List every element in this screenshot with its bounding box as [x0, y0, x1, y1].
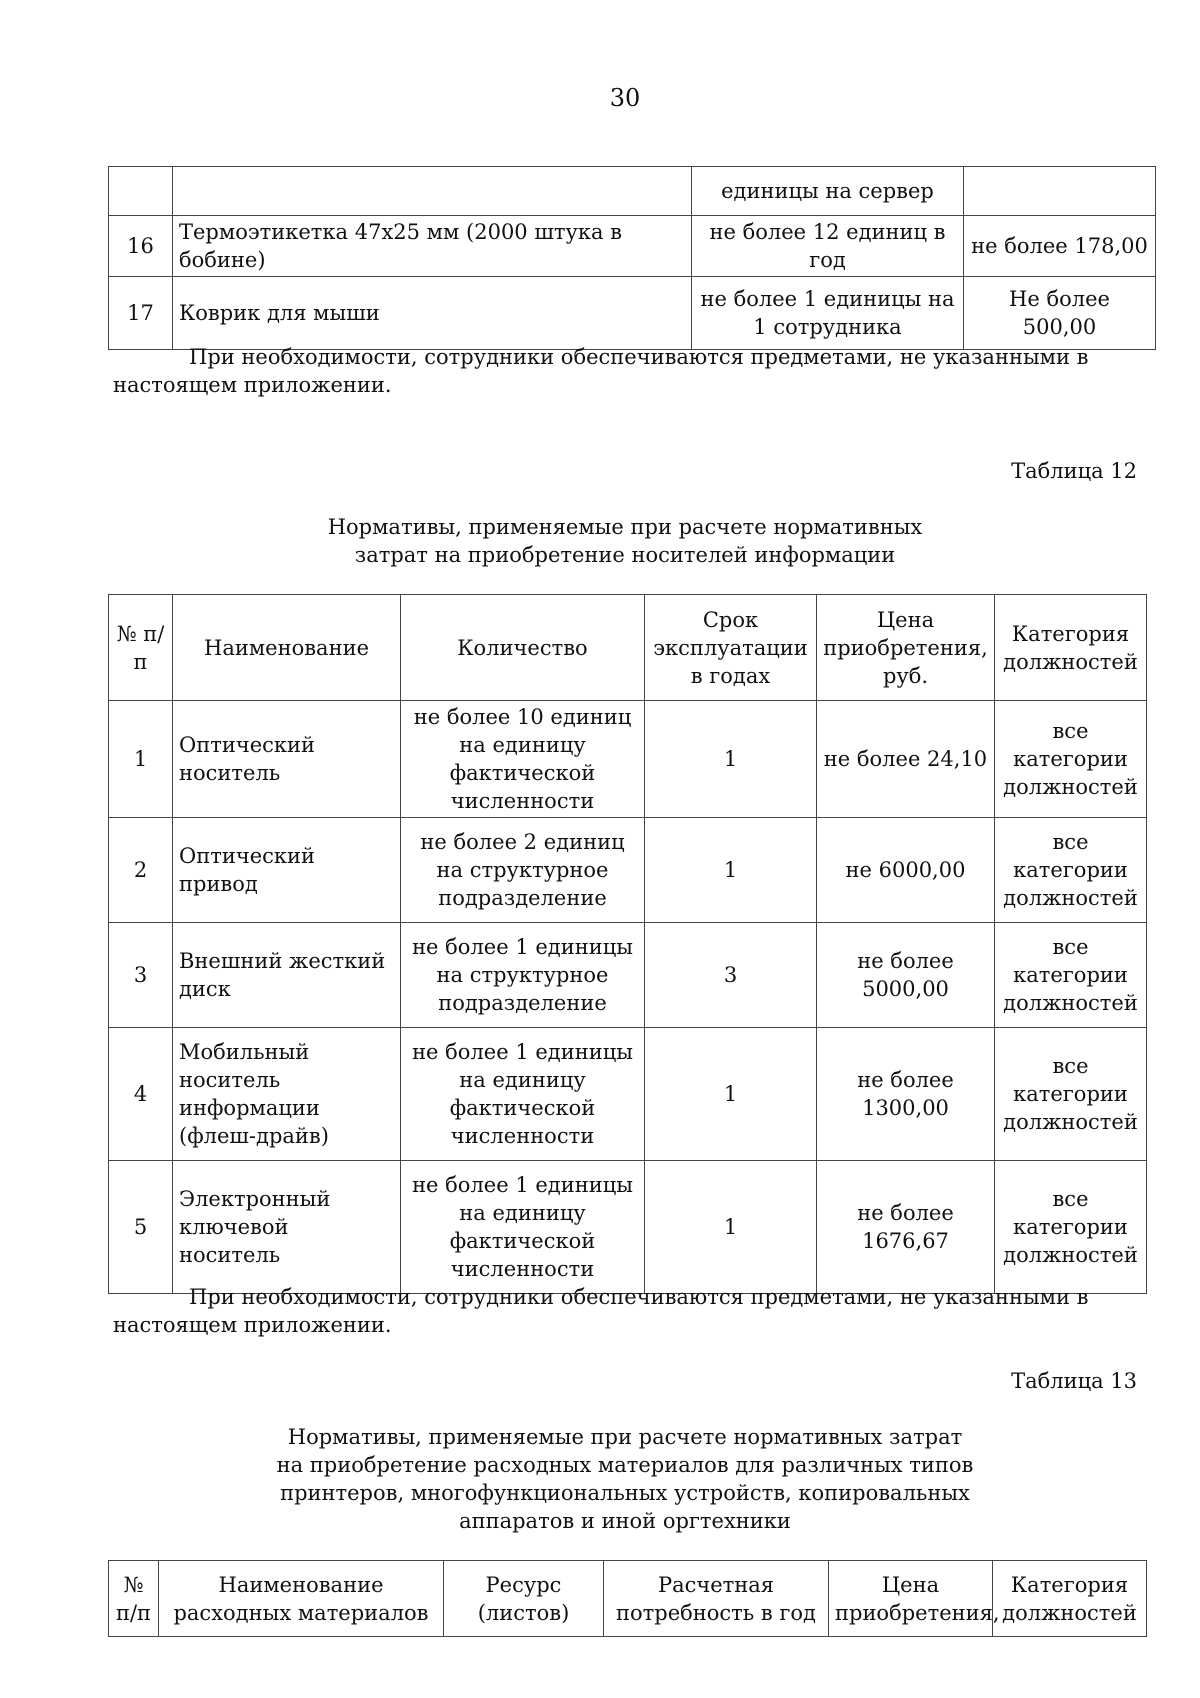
- cell-quantity: не более 1 единицы на 1 сотрудника: [692, 277, 964, 350]
- page-number: 30: [609, 84, 641, 112]
- header-name: Наименование: [173, 595, 401, 701]
- cell-term: 1: [645, 818, 817, 923]
- cell-num: [109, 167, 173, 216]
- table-row: [109, 923, 1147, 1028]
- header-term: Срок эксплуатации в годах: [645, 595, 817, 701]
- table-12-label: Таблица 12: [1011, 459, 1137, 483]
- table-12-title-line2: затрат на приобретение носителей информации: [354, 543, 896, 567]
- cell-num: 3: [109, 923, 173, 1028]
- cell-name: Мобильный носитель информации (флеш-драйв): [173, 1028, 401, 1161]
- table-row: [109, 1028, 1147, 1161]
- cell-price: не более 178,00: [964, 216, 1156, 277]
- cell-term: 1: [645, 701, 817, 818]
- header-name: Наименование расходных материалов: [159, 1561, 444, 1637]
- cell-name: Оптический носитель: [173, 701, 401, 818]
- cell-quantity: не более 12 единиц в год: [692, 216, 964, 277]
- table-row: [109, 1161, 1147, 1294]
- header-category: Категория должностей: [993, 1561, 1147, 1637]
- cell-name: Электронный ключевой носитель: [173, 1161, 401, 1294]
- header-num: № п/п: [109, 1561, 159, 1637]
- cell-quantity: не более 10 единиц на единицу фактической численности: [401, 701, 645, 818]
- header-price: Цена приобретения,: [829, 1561, 993, 1637]
- cell-category: все категории должностей: [995, 923, 1147, 1028]
- table-13-title-line1: Нормативы, применяемые при расчете нормативных затрат: [287, 1425, 963, 1449]
- note-paragraph-2: При необходимости, сотрудники обеспечиваются предметами, не указанными в настоящем приложении.: [113, 1285, 1089, 1337]
- table-row: [109, 216, 1156, 277]
- header-category: Категория должностей: [995, 595, 1147, 701]
- header-quantity: Количество: [401, 595, 645, 701]
- cell-num: 2: [109, 818, 173, 923]
- cell-quantity: не более 1 единицы на единицу фактической численности: [401, 1028, 645, 1161]
- table-row: [109, 167, 1156, 216]
- cell-num: 17: [109, 277, 173, 350]
- table-12-title-line1: Нормативы, применяемые при расчете нормативных: [327, 515, 923, 539]
- cell-term: 1: [645, 1161, 817, 1294]
- cell-price: не более 5000,00: [817, 923, 995, 1028]
- table-header-row: [109, 595, 1147, 701]
- header-annual-need: Расчетная потребность в год: [604, 1561, 829, 1637]
- table-13-title-line4: аппаратов и иной оргтехники: [459, 1509, 791, 1533]
- cell-term: 3: [645, 923, 817, 1028]
- cell-quantity: не более 1 единицы на единицу фактической численности: [401, 1161, 645, 1294]
- cell-price: [964, 167, 1156, 216]
- cell-quantity: не более 1 единицы на структурное подразделение: [401, 923, 645, 1028]
- table-13: [108, 1560, 1147, 1637]
- cell-num: 4: [109, 1028, 173, 1161]
- header-price: Цена приобретения, руб.: [817, 595, 995, 701]
- table-13-title-line3: принтеров, многофункциональных устройств, копировальных: [280, 1481, 970, 1505]
- table-row: [109, 277, 1156, 350]
- cell-quantity: не более 2 единиц на структурное подразделение: [401, 818, 645, 923]
- cell-name: Оптический привод: [173, 818, 401, 923]
- cell-price: не более 1300,00: [817, 1028, 995, 1161]
- cell-name: Термоэтикетка 47х25 мм (2000 штука в бобине): [173, 216, 692, 277]
- cell-term: 1: [645, 1028, 817, 1161]
- header-resource: Ресурс (листов): [444, 1561, 604, 1637]
- cell-price: не более 24,10: [817, 701, 995, 818]
- table-header-row: [109, 1561, 1147, 1637]
- cell-num: 16: [109, 216, 173, 277]
- table-13-label: Таблица 13: [1011, 1369, 1137, 1393]
- note-paragraph: При необходимости, сотрудники обеспечиваются предметами, не указанными в настоящем приложении.: [113, 345, 1089, 397]
- table-13-title-line2: на приобретение расходных материалов для различных типов: [276, 1453, 974, 1477]
- cell-name: [173, 167, 692, 216]
- cell-price: не более 1676,67: [817, 1161, 995, 1294]
- cell-num: 1: [109, 701, 173, 818]
- cell-price: не 6000,00: [817, 818, 995, 923]
- header-num: № п/п: [109, 595, 173, 701]
- cell-category: все категории должностей: [995, 818, 1147, 923]
- table-row: [109, 701, 1147, 818]
- cell-category: все категории должностей: [995, 701, 1147, 818]
- cell-price: Не более 500,00: [964, 277, 1156, 350]
- cell-name: Коврик для мыши: [173, 277, 692, 350]
- cell-name: Внешний жесткий диск: [173, 923, 401, 1028]
- cell-num: 5: [109, 1161, 173, 1294]
- table-row: [109, 818, 1147, 923]
- cell-category: все категории должностей: [995, 1161, 1147, 1294]
- cell-category: все категории должностей: [995, 1028, 1147, 1161]
- table-12: [108, 594, 1147, 1294]
- cell-quantity: единицы на сервер: [692, 167, 964, 216]
- table-11-continuation: [108, 166, 1156, 350]
